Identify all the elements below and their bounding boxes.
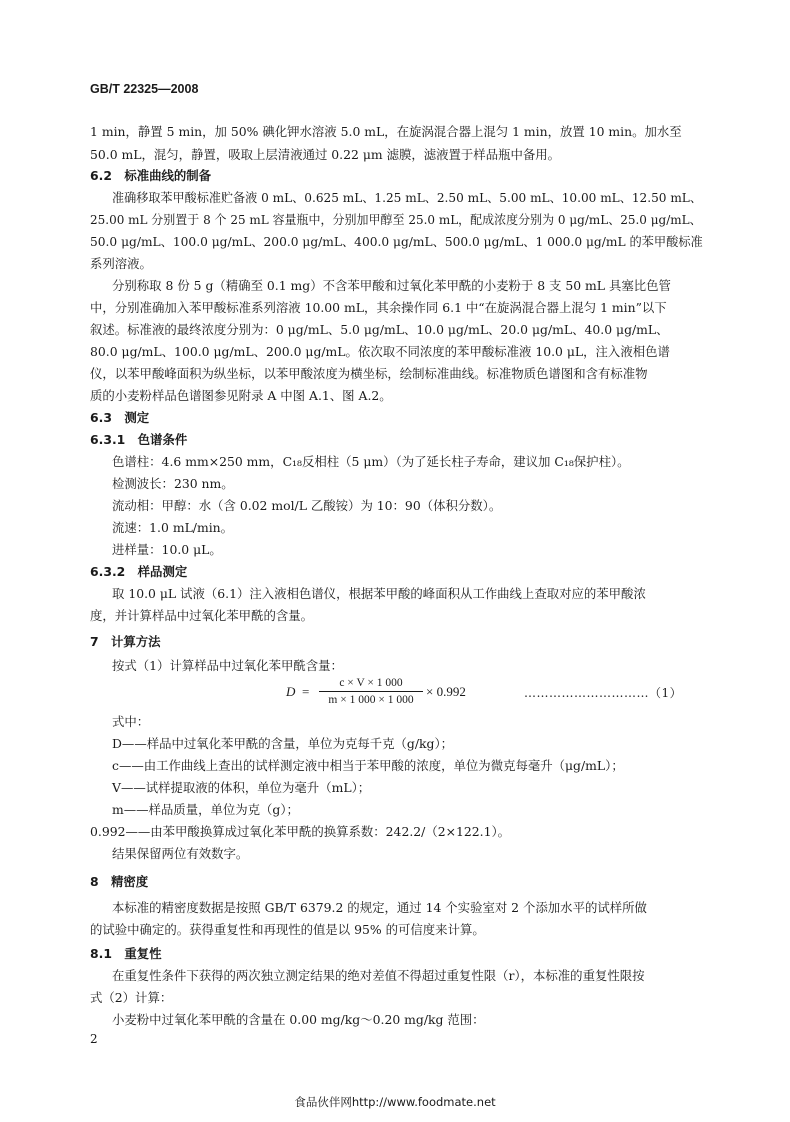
paragraph-line: 50.0 μg/mL、100.0 μg/mL、200.0 μg/mL、400.0 μg/mL、500.0 μg/mL、1 000.0 μg/mL 的苯甲酸标准 [90, 234, 703, 249]
section-heading-7: 7 计算方法 [90, 634, 161, 649]
section-heading-6-3: 6.3 测定 [90, 410, 150, 425]
variable-definition: m——样品质量，单位为克（g）； [112, 802, 299, 817]
section-heading-8: 8 精密度 [90, 874, 149, 889]
formula-number: …………………………（1） [524, 686, 683, 700]
variable-definition: c——由工作曲线上查出的试样测定液中相当于苯甲酸的浓度，单位为微克每毫升（μg/mL）； [112, 758, 624, 773]
paragraph-line: 结果保留两位有效数字。 [112, 846, 249, 861]
paragraph-line: 式中： [112, 714, 150, 729]
paragraph-line: 小麦粉中过氧化苯甲酰的含量在 0.00 mg/kg～0.20 mg/kg 范围： [112, 1012, 485, 1027]
paragraph-line: 分别称取 8 份 5 g（精确至 0.1 mg）不含苯甲酸和过氧化苯甲酰的小麦粉于 8 支 50 mL 具塞比色管 [112, 278, 671, 293]
paragraph-line: 质的小麦粉样品色谱图参见附录 A 中图 A.1、图 A.2。 [90, 388, 392, 403]
variable-definition: D——样品中过氧化苯甲酰的含量，单位为克每千克（g/kg）； [112, 736, 454, 751]
paragraph-line: 叙述。标准液的最终浓度分别为：0 μg/mL、5.0 μg/mL、10.0 μg/mL、20.0 μg/mL、40.0 μg/mL、 [90, 322, 669, 337]
paragraph-line: 流动相：甲醇：水（含 0.02 mol/L 乙酸铵）为 10：90（体积分数）。 [112, 498, 502, 513]
paragraph-line: 在重复性条件下获得的两次独立测定结果的绝对差值不得超过重复性限（r），本标准的重复性限按 [112, 968, 645, 983]
paragraph-line: 25.00 mL 分别置于 8 个 25 mL 容量瓶中，分别加甲醇至 25.0 mL，配成浓度分别为 0 μg/mL、25.0 μg/mL、 [90, 212, 702, 227]
variable-definition: V——试样提取液的体积，单位为毫升（mL）； [112, 780, 371, 795]
paragraph-line: 仪，以苯甲酸峰面积为纵坐标，以苯甲酸浓度为横坐标，绘制标准曲线。标准物质色谱图和含有标准物 [90, 366, 648, 381]
paragraph-line: 的试验中确定的。获得重复性和再现性的值是以 95% 的可信度来计算。 [90, 922, 485, 937]
paragraph-line: 流速：1.0 mL/min。 [112, 520, 234, 535]
section-heading-8-1: 8.1 重复性 [90, 946, 162, 961]
formula-fraction [319, 676, 423, 707]
paragraph-line: 式（2）计算： [90, 990, 173, 1005]
section-heading-6-3-1: 6.3.1 色谱条件 [90, 432, 188, 447]
paragraph-line: 准确移取苯甲酸标准贮备液 0 mL、0.625 mL、1.25 mL、2.50 mL、5.00 mL、10.00 mL、12.50 mL、 [112, 190, 702, 205]
paragraph-line: 检测波长：230 nm。 [112, 476, 234, 491]
paragraph-line: 80.0 μg/mL、100.0 μg/mL、200.0 μg/mL。依次取不同浓度的苯甲酸标准液 10.0 μL，注入液相色谱 [90, 344, 670, 359]
section-heading-6-3-2: 6.3.2 样品测定 [90, 564, 188, 579]
fraction-bar [319, 691, 423, 692]
paragraph-line: 取 10.0 μL 试液（6.1）注入液相色谱仪，根据苯甲酸的峰面积从工作曲线上查取对应的苯甲酸浓 [112, 586, 646, 601]
page-number: 2 [90, 1032, 98, 1046]
section-heading-6-2: 6.2 标准曲线的制备 [90, 168, 212, 183]
paragraph-line: 进样量：10.0 μL。 [112, 542, 222, 557]
variable-definition: 0.992——由苯甲酸换算成过氧化苯甲酰的换算系数：242.2/（2×122.1）。 [90, 824, 511, 839]
paragraph-line: 系列溶液。 [90, 256, 152, 271]
formula-numerator: c × V × 1 000 [339, 677, 403, 689]
paragraph-line: 按式（1）计算样品中过氧化苯甲酰含量： [112, 658, 343, 673]
paragraph-line: 1 min，静置 5 min，加 50% 碘化钾水溶液 5.0 mL，在旋涡混合器上混匀 1 min，放置 10 min。加水至 [90, 124, 682, 139]
formula-denominator: m × 1 000 × 1 000 [328, 694, 414, 706]
formula-factor: × 0.992 [426, 684, 466, 699]
paragraph-line: 中，分别准确加入苯甲酸标准系列溶液 10.00 mL，其余操作同 6.1 中“在旋涡混合器上混匀 1 min”以下 [90, 300, 667, 315]
paragraph-line: 50.0 mL，混匀，静置，吸取上层清液通过 0.22 μm 滤膜，滤液置于样品瓶中备用。 [90, 147, 561, 162]
paragraph-line: 色谱柱：4.6 mm×250 mm，C₁₈反相柱（5 μm）（为了延长柱子寿命，建议加 C₁₈保护柱）。 [112, 454, 630, 469]
formula-lhs: D [286, 684, 296, 699]
paragraph-line: 度，并计算样品中过氧化苯甲酰的含量。 [90, 608, 314, 623]
formula-equals: = [302, 684, 310, 699]
paragraph-line: 本标准的精密度数据是按照 GB/T 6379.2 的规定，通过 14 个实验室对 2 个添加水平的试样所做 [112, 900, 647, 915]
footer-watermark: 食品伙伴网http://www.foodmate.net [294, 1095, 496, 1109]
standard-number: GB/T 22325—2008 [90, 82, 199, 96]
